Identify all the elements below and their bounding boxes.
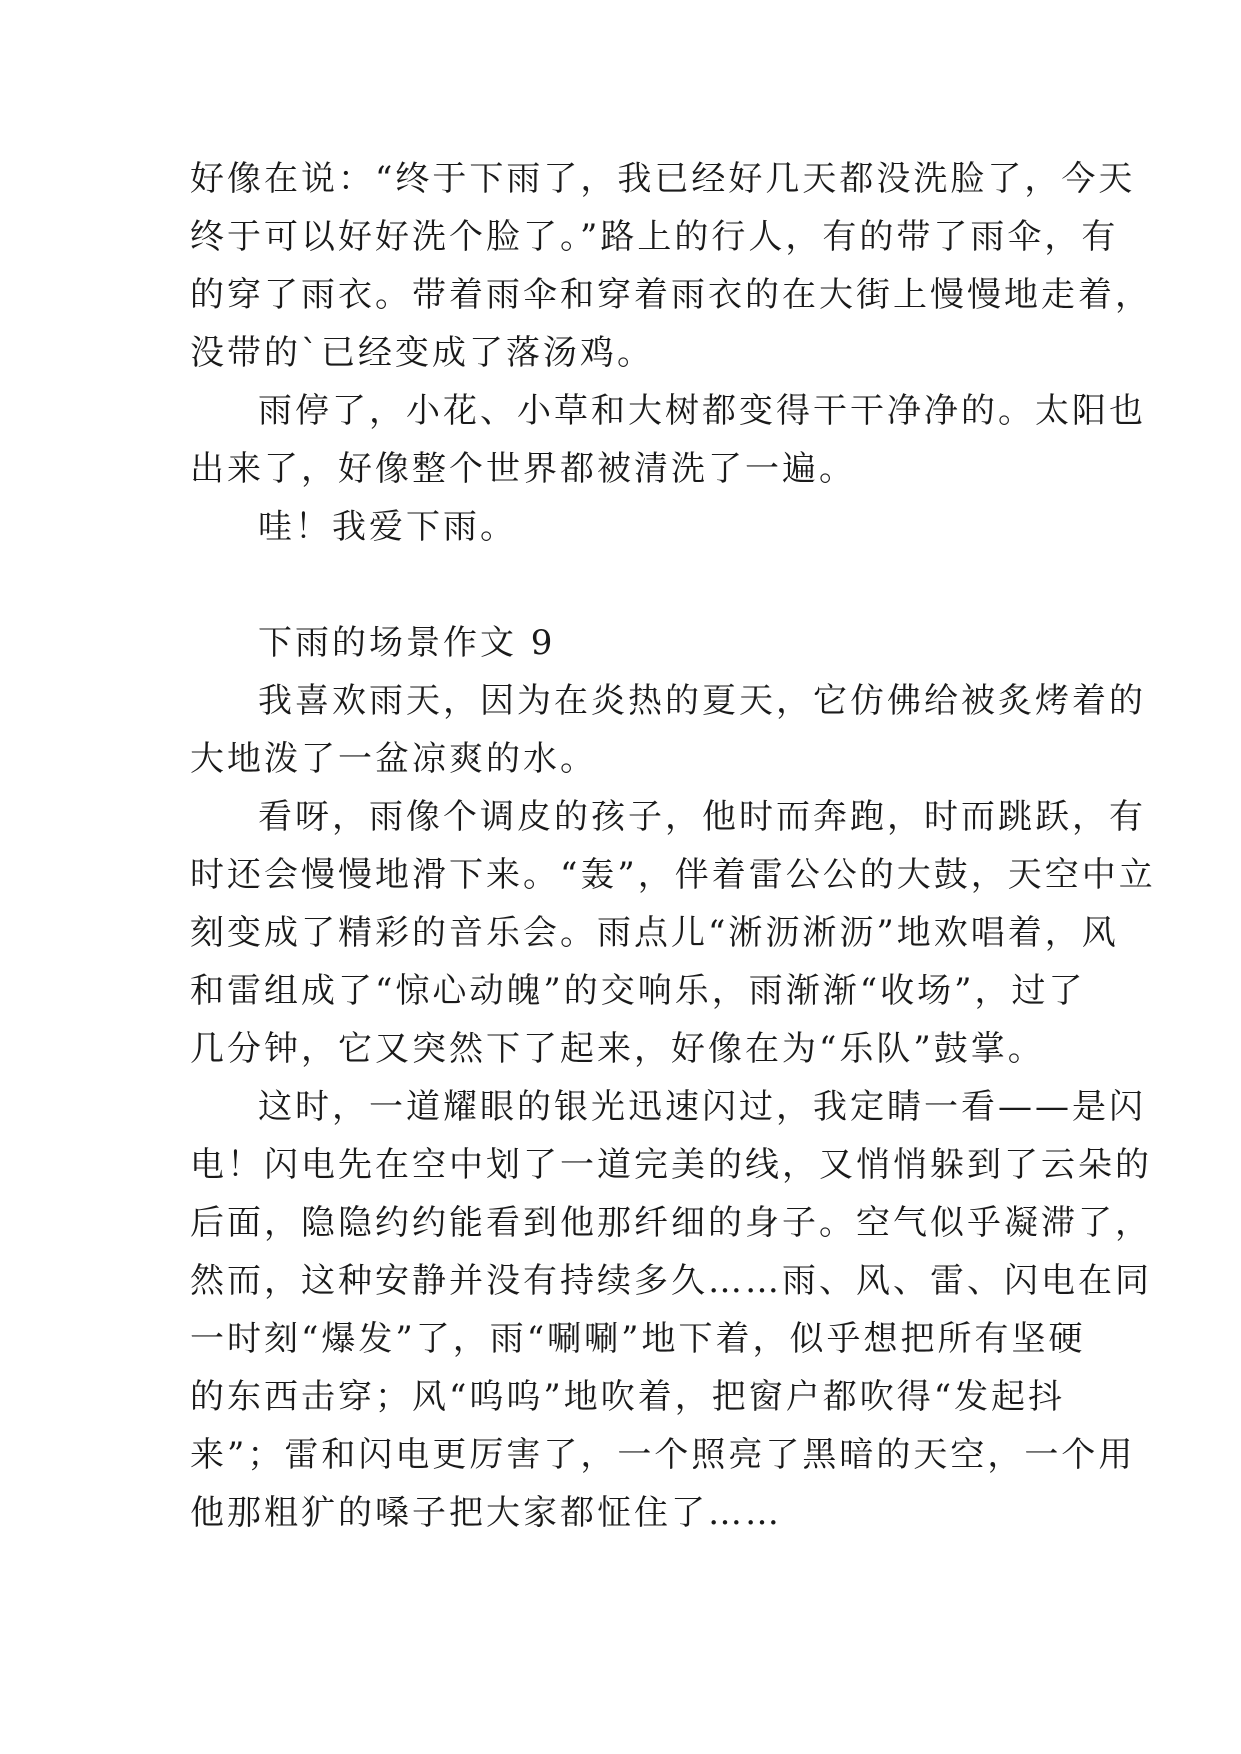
paragraph-love-rain bbox=[190, 498, 1052, 556]
text-line: 几分钟，它又突然下了起来，好像在为“乐队”鼓掌。 bbox=[190, 1029, 1045, 1069]
document-page bbox=[190, 150, 1156, 1542]
text-line: 看呀，雨像个调皮的孩子，他时而奔跑，时而跳跃，有 bbox=[258, 797, 1146, 837]
paragraph-rain-stopped bbox=[190, 382, 1146, 498]
text-line: 雨停了，小花、小草和大树都变得干干净净的。太阳也 bbox=[258, 391, 1146, 431]
text-line: 和雷组成了“惊心动魄”的交响乐，雨渐渐“收场”，过了 bbox=[190, 971, 1086, 1011]
essay-title: 下雨的场景作文 9 bbox=[258, 623, 556, 663]
spacer bbox=[190, 556, 1052, 614]
text-line: 的穿了雨衣。带着雨伞和穿着雨衣的在大街上慢慢地走着， bbox=[190, 275, 1152, 315]
text-line: 我喜欢雨天，因为在炎热的夏天，它仿佛给被炙烤着的 bbox=[258, 681, 1146, 721]
text-line: 然而，这种安静并没有持续多久……雨、风、雷、闪电在同 bbox=[190, 1261, 1152, 1301]
text-line: 时还会慢慢地滑下来。“轰”，伴着雷公公的大鼓，天空中立 bbox=[190, 855, 1156, 895]
paragraph-playful-rain bbox=[190, 788, 1156, 1078]
text-line: 没带的`已经变成了落汤鸡。 bbox=[190, 333, 654, 373]
paragraph-like-rainy-day bbox=[190, 672, 1146, 788]
text-line: 刻变成了精彩的音乐会。雨点儿“淅沥淅沥”地欢唱着，风 bbox=[190, 913, 1119, 953]
text-line: 终于可以好好洗个脸了。”路上的行人，有的带了雨伞，有 bbox=[190, 217, 1119, 257]
text-line: 这时，一道耀眼的银光迅速闪过，我定睛一看——是闪 bbox=[258, 1087, 1146, 1127]
text-line: 出来了，好像整个世界都被清洗了一遍。 bbox=[190, 449, 856, 489]
text-line: 哇！我爱下雨。 bbox=[258, 507, 517, 547]
text-line: 大地泼了一盆凉爽的水。 bbox=[190, 739, 597, 779]
text-line: 来”；雷和闪电更厉害了，一个照亮了黑暗的天空，一个用 bbox=[190, 1435, 1136, 1475]
text-line: 好像在说：“终于下雨了，我已经好几天都没洗脸了，今天 bbox=[190, 159, 1136, 199]
paragraph-rain-greeting bbox=[190, 150, 1152, 382]
text-line: 一时刻“爆发”了，雨“唰唰”地下着，似乎想把所有坚硬 bbox=[190, 1319, 1086, 1359]
text-line: 后面，隐隐约约能看到他那纤细的身子。空气似乎凝滞了， bbox=[190, 1203, 1152, 1243]
text-line: 的东西击穿；风“呜呜”地吹着，把窗户都吹得“发起抖 bbox=[190, 1377, 1066, 1417]
paragraph-lightning bbox=[190, 1078, 1152, 1542]
text-line: 电！闪电先在空中划了一道完美的线，又悄悄躲到了云朵的 bbox=[190, 1145, 1152, 1185]
text-line: 他那粗犷的嗓子把大家都怔住了…… bbox=[190, 1493, 782, 1533]
